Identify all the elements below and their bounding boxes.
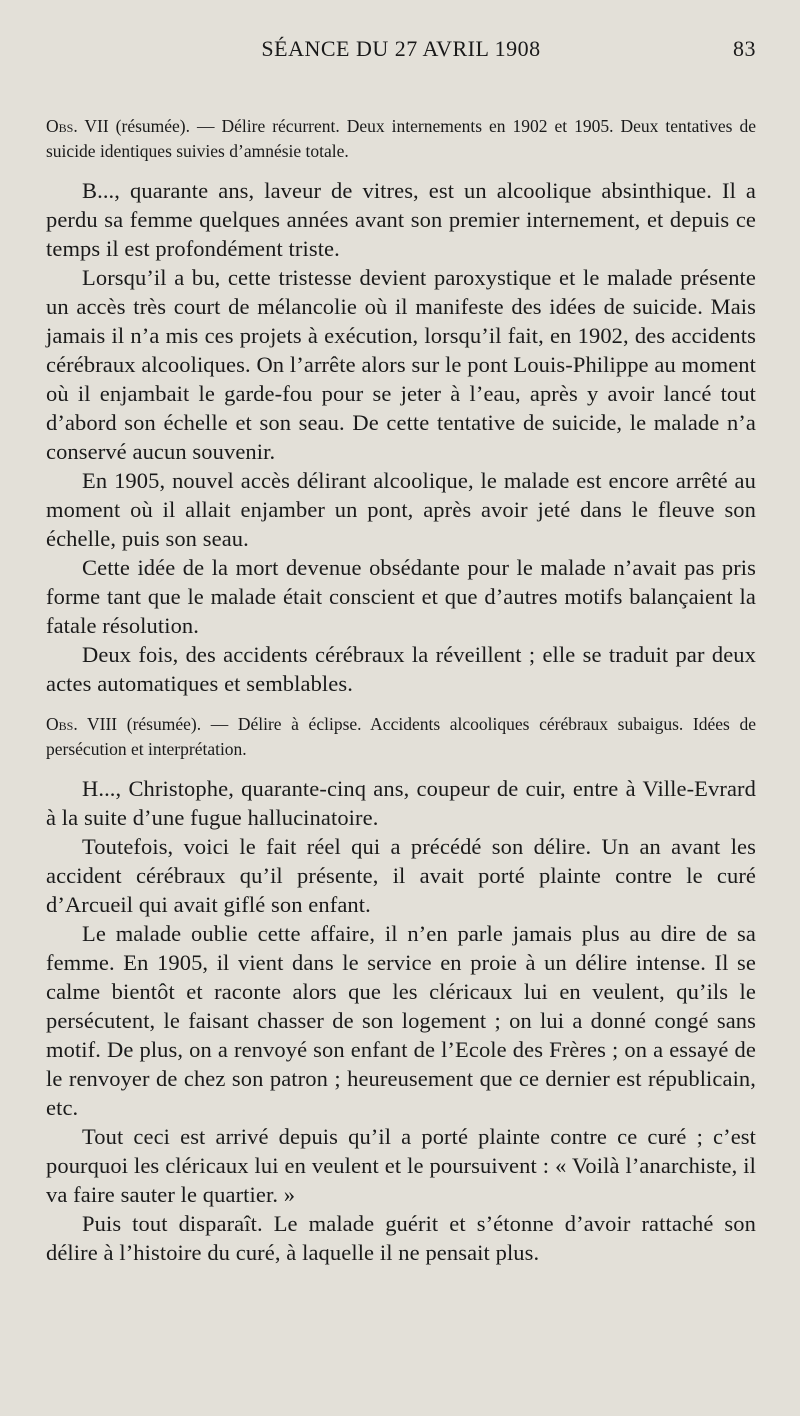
paragraph: Toutefois, voici le fait réel qui a précédé son délire. Un an avant les accident cérébraux qu’il présente, il avait porté plainte contre le curé d’Arcueil qui avait giflé son enfant. — [46, 834, 756, 917]
paragraph: En 1905, nouvel accès délirant alcoolique, le malade est encore arrêté au moment où il allait enjamber un pont, après avoir jeté dans le fleuve son échelle, puis son seau. — [46, 468, 756, 551]
paragraph: Cette idée de la mort devenue obsédante pour le malade n’avait pas pris forme tant que le malade était conscient et que d’autres motifs balançaient la fatale résolution. — [46, 555, 756, 638]
page-number: 83 — [733, 36, 756, 61]
paragraph: B..., quarante ans, laveur de vitres, est un alcoolique absinthique. Il a perdu sa femme quelques années avant son premier internement, et depuis ce temps il est profondément triste. — [46, 178, 756, 261]
paragraph: Tout ceci est arrivé depuis qu’il a porté plainte contre ce curé ; c’est pourquoi les cléricaux lui en veulent et le poursuivent : « Voilà l’anarchiste, il va faire sauter le quartier. » — [46, 1124, 756, 1207]
paragraph: Deux fois, des accidents cérébraux la réveillent ; elle se traduit par deux actes automatiques et semblables. — [46, 642, 756, 696]
observation-summary-7: (résumée). — Délire récurrent. Deux internements en 1902 et 1905. Deux tentatives de suicide identiques suivies d’amnésie totale. — [46, 116, 756, 161]
header-title: SÉANCE DU 27 AVRIL 1908 — [261, 36, 541, 61]
observation-summary-8: (résumée). — Délire à éclipse. Accidents alcooliques cérébraux subaigus. Idées de persécution et interprétation. — [46, 714, 756, 759]
observation-heading-7 — [46, 114, 756, 164]
paragraph: H..., Christophe, quarante-cinq ans, coupeur de cuir, entre à Ville-Evrard à la suite d’une fugue hallucinatoire. — [46, 776, 756, 830]
observation-label-7: Obs. VII — [46, 116, 109, 136]
paragraph: Lorsqu’il a bu, cette tristesse devient paroxystique et le malade présente un accès très court de mélancolie où il manifeste des idées de suicide. Mais jamais il n’a mis ces projets à exécution, lorsqu’il fait, en 1902, des accidents cérébraux alcooliques. On l’arrête alors sur le pont Louis-Philippe au moment où il enjambait le garde-fou pour se jeter à l’eau, après y avoir lancé tout d’abord son échelle et son seau. De cette tentative de suicide, le malade n’a conservé aucun souvenir. — [46, 265, 756, 464]
observation-label-8: Obs. VIII — [46, 714, 118, 734]
paragraph: Le malade oublie cette affaire, il n’en parle jamais plus au dire de sa femme. En 1905, il vient dans le service en proie à un délire intense. Il se calme bientôt et raconte alors que les cléricaux lui en veulent, qu’ils le persécutent, le faisant chasser de son logement ; on lui a donné congé sans motif. De plus, on a renvoyé son enfant de l’Ecole des Frères ; on a essayé de le renvoyer de chez son patron ; heureusement que ce dernier est républicain, etc. — [46, 921, 756, 1120]
observation-heading-8 — [46, 712, 756, 762]
paragraph: Puis tout disparaît. Le malade guérit et s’étonne d’avoir rattaché son délire à l’histoire du curé, à laquelle il ne pensait plus. — [46, 1211, 756, 1265]
running-header — [46, 36, 756, 76]
